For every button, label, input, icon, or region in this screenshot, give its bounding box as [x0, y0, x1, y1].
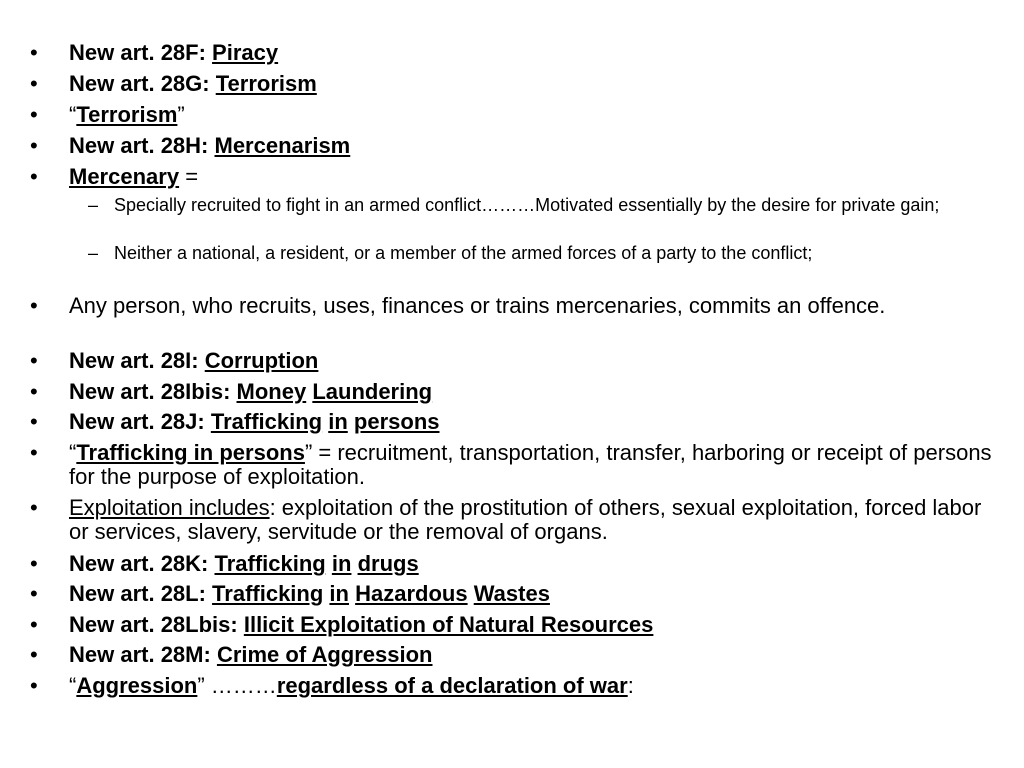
sub-item-text: Specially recruited to fight in an armed conflict………Motivated essentially by the desire for private gain; [114, 195, 940, 215]
bullet: • [30, 581, 38, 606]
close-quote: ” [197, 673, 205, 698]
term-aggression: Aggression [76, 673, 198, 698]
open-quote: “ [69, 673, 77, 698]
list-item-offence [30, 294, 1000, 318]
term-trafficking: Trafficking [210, 409, 323, 434]
list-item-art-28k [30, 552, 1000, 576]
sub-list-item-recruited [88, 195, 948, 216]
article-prefix: New art. 28J: [69, 409, 211, 434]
list-item-art-28f [30, 41, 1000, 65]
list-item-art-28m [30, 643, 1000, 667]
term-terrorism-quoted: Terrorism [76, 102, 178, 127]
term-trafficking: Trafficking [214, 551, 326, 576]
term-trafficking-in-persons: Trafficking in persons [76, 440, 305, 465]
equals-sign: = [179, 164, 199, 189]
bullet: • [30, 440, 38, 465]
list-item-art-28ibis [30, 380, 1000, 404]
article-prefix: New art. 28G: [69, 71, 216, 96]
list-item-art-28l [30, 582, 1000, 606]
list-item-terrorism-definition [30, 103, 1000, 127]
bullet: • [30, 71, 38, 96]
open-quote: “ [69, 440, 77, 465]
term-mercenary: Mercenary [69, 164, 180, 189]
article-prefix: New art. 28M: [69, 642, 217, 667]
term-mercenarism: Mercenarism [214, 133, 351, 158]
definition-text: : exploitation of the prostitution of others, sexual exploitation, forced labor or services, slavery, servitude or the removal of organs. [69, 495, 982, 544]
list-item-art-28i [30, 349, 1000, 373]
article-prefix: New art. 28H: [69, 133, 215, 158]
bullet: • [30, 409, 38, 434]
bullet: • [30, 673, 38, 698]
bullet: • [30, 293, 38, 318]
term-corruption: Corruption [204, 348, 319, 373]
term-illicit-exploitation: Illicit Exploitation of Natural Resources [243, 612, 654, 637]
dash-bullet: – [88, 243, 99, 263]
article-prefix: New art. 28K: [69, 551, 215, 576]
open-quote: “ [69, 102, 77, 127]
list-item-art-28g [30, 72, 1000, 96]
term-in: in [331, 551, 352, 576]
list-item-art-28h [30, 134, 1000, 158]
term-in: in [328, 409, 348, 434]
article-prefix: New art. 28Ibis: [69, 379, 237, 404]
term-terrorism: Terrorism [215, 71, 317, 96]
term-in: in [329, 581, 349, 606]
bullet: • [30, 551, 38, 576]
bullet: • [30, 612, 38, 637]
bullet: • [30, 642, 38, 667]
term-wastes: Wastes [473, 581, 550, 606]
term-persons: persons [353, 409, 440, 434]
term-drugs: drugs [357, 551, 419, 576]
article-prefix: New art. 28I: [69, 348, 205, 373]
sub-item-text: Neither a national, a resident, or a member of the armed forces of a party to the conflict; [114, 243, 813, 263]
sub-list-item-national [88, 243, 948, 264]
term-hazardous: Hazardous [355, 581, 468, 606]
term-laundering: Laundering [312, 379, 433, 404]
list-item-aggression-definition [30, 674, 1000, 698]
close-quote: ” [177, 102, 185, 127]
definition-text: = recruitment, transportation, transfer, harboring or receipt of persons for the purpose of exploitation. [69, 440, 992, 489]
bullet: • [30, 495, 38, 520]
list-item-mercenary-definition [30, 165, 1000, 189]
bullet: • [30, 40, 38, 65]
item-text: Any person, who recruits, uses, finances or trains mercenaries, commits an offence. [69, 293, 886, 318]
term-declaration-of-war: regardless of a declaration of war [276, 673, 628, 698]
term-crime-of-aggression: Crime of Aggression [216, 642, 433, 667]
list-item-art-28j [30, 410, 1000, 434]
bullet: • [30, 379, 38, 404]
list-item-exploitation [30, 496, 1000, 544]
bullet: • [30, 348, 38, 373]
list-item-art-28lbis [30, 613, 1000, 637]
term-trafficking: Trafficking [212, 581, 324, 606]
bullet: • [30, 164, 38, 189]
colon: : [627, 673, 634, 698]
term-piracy: Piracy [212, 40, 279, 65]
article-prefix: New art. 28L: [69, 581, 213, 606]
ellipsis: ……… [204, 673, 277, 698]
bullet: • [30, 133, 38, 158]
article-prefix: New art. 28Lbis: [69, 612, 244, 637]
article-prefix: New art. 28F: [69, 40, 213, 65]
close-quote: ” [304, 440, 313, 465]
dash-bullet: – [88, 195, 99, 215]
term-exploitation-includes: Exploitation includes [69, 495, 270, 520]
bullet: • [30, 102, 38, 127]
term-money: Money [236, 379, 307, 404]
list-item-trafficking-definition [30, 441, 1000, 489]
